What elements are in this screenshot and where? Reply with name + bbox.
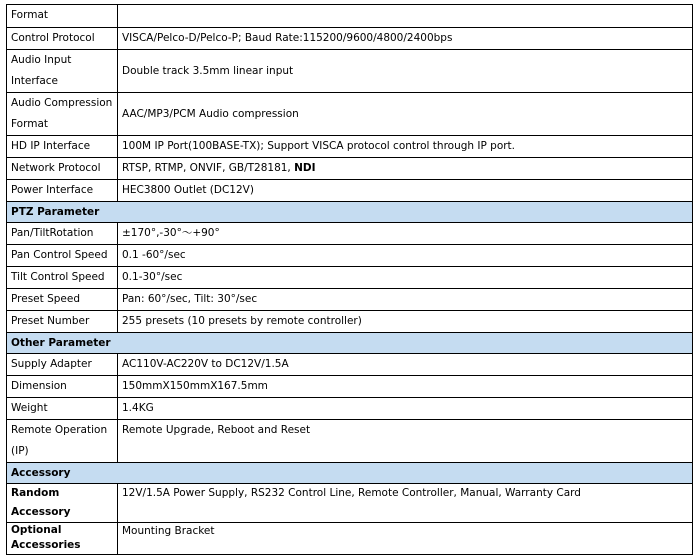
spec-value: 100M IP Port(100BASE-TX); Support VISCA protocol control through IP port. [118, 136, 693, 158]
spec-label: Power Interface [7, 180, 118, 202]
section-title: Other Parameter [7, 333, 693, 354]
spec-row-network-protocol [7, 158, 693, 180]
spec-row-preset-speed [7, 289, 693, 311]
spec-value: 255 presets (10 presets by remote controller) [118, 311, 693, 333]
spec-label: Format [7, 5, 118, 28]
spec-label: Preset Speed [7, 289, 118, 311]
spec-label: Pan Control Speed [7, 245, 118, 267]
spec-label: Weight [7, 398, 118, 420]
spec-value: 0.1 -60°/sec [118, 245, 693, 267]
spec-value [118, 158, 693, 180]
spec-row-power-interface [7, 180, 693, 202]
section-ptz [7, 202, 693, 223]
spec-value: Pan: 60°/sec, Tilt: 30°/sec [118, 289, 693, 311]
spec-row-audio-compression [7, 93, 693, 136]
spec-label: Network Protocol [7, 158, 118, 180]
spec-value: Remote Upgrade, Reboot and Reset [118, 420, 693, 463]
spec-label: Remote Operation (IP) [7, 420, 118, 463]
spec-row-preset-number [7, 311, 693, 333]
section-title: PTZ Parameter [7, 202, 693, 223]
spec-row-optional-accessories [7, 523, 693, 555]
spec-label: Random Accessory [7, 484, 118, 523]
spec-value: Double track 3.5mm linear input [118, 50, 693, 93]
spec-row-tilt-control-speed [7, 267, 693, 289]
spec-row-supply-adapter [7, 354, 693, 376]
spec-label: Control Protocol [7, 28, 118, 50]
spec-row-audio-input [7, 50, 693, 93]
spec-row-random-accessory [7, 484, 693, 523]
spec-value: 0.1-30°/sec [118, 267, 693, 289]
network-protocol-list: RTSP, RTMP, ONVIF, GB/T28181, [122, 162, 295, 174]
spec-row-remote-operation [7, 420, 693, 463]
spec-label: Audio Compression Format [7, 93, 118, 136]
section-other [7, 333, 693, 354]
spec-label: Preset Number [7, 311, 118, 333]
spec-label: Optional Accessories [7, 523, 118, 555]
spec-label: Audio Input Interface [7, 50, 118, 93]
spec-value: 150mmX150mmX167.5mm [118, 376, 693, 398]
spec-value: Mounting Bracket [118, 523, 693, 555]
spec-value: HEC3800 Outlet (DC12V) [118, 180, 693, 202]
spec-row-weight [7, 398, 693, 420]
spec-value: VISCA/Pelco-D/Pelco-P; Baud Rate:115200/9600/4800/2400bps [118, 28, 693, 50]
spec-label: HD IP Interface [7, 136, 118, 158]
spec-row-dimension [7, 376, 693, 398]
spec-label: Supply Adapter [7, 354, 118, 376]
spec-row-pan-tilt-rotation [7, 223, 693, 245]
spec-row-control-protocol [7, 28, 693, 50]
section-title: Accessory [7, 463, 693, 484]
ndi-label: NDI [294, 162, 316, 174]
spec-row-hd-ip [7, 136, 693, 158]
spec-value: 12V/1.5A Power Supply, RS232 Control Line, Remote Controller, Manual, Warranty Card [118, 484, 693, 523]
spec-row-pan-control-speed [7, 245, 693, 267]
spec-value: 1.4KG [118, 398, 693, 420]
spec-row-format [7, 5, 693, 28]
spec-value: ±170°,-30°～+90° [118, 223, 693, 245]
spec-label: Pan/TiltRotation [7, 223, 118, 245]
spec-label: Tilt Control Speed [7, 267, 118, 289]
spec-value: AAC/MP3/PCM Audio compression [118, 93, 693, 136]
spec-value [118, 5, 693, 28]
spec-label: Dimension [7, 376, 118, 398]
spec-value: AC110V-AC220V to DC12V/1.5A [118, 354, 693, 376]
section-accessory [7, 463, 693, 484]
spec-table [6, 4, 693, 555]
